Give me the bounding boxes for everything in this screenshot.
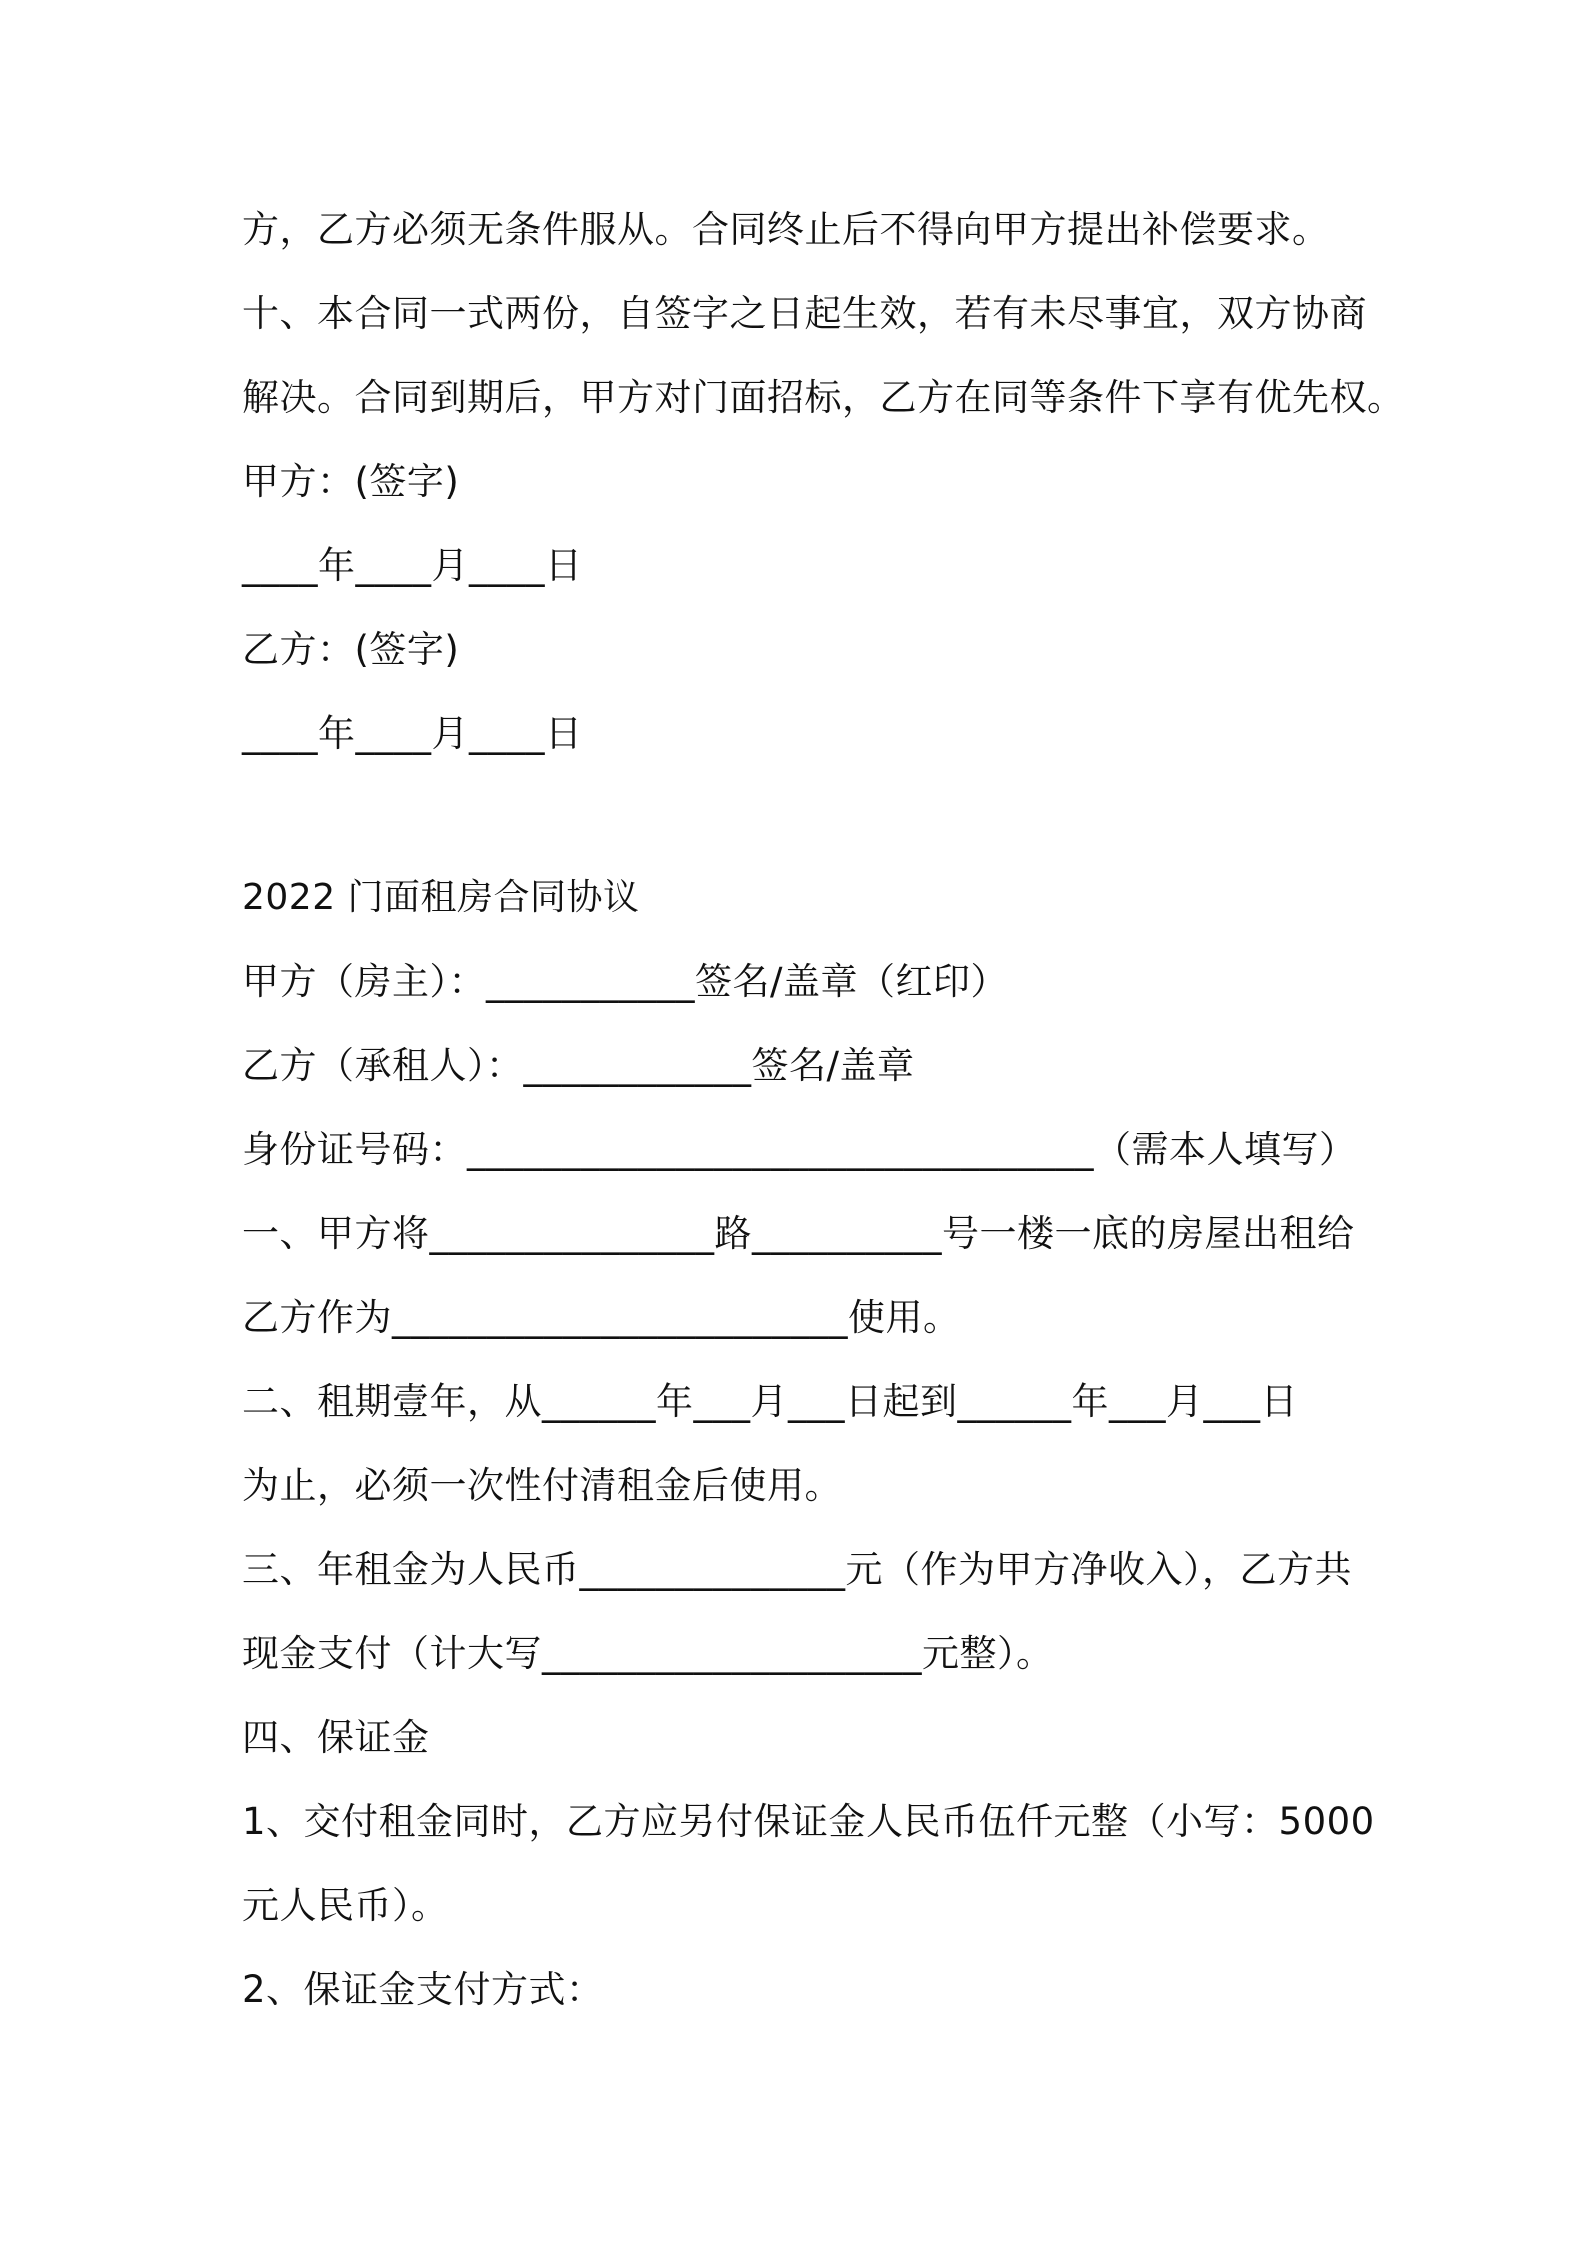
- date-line: ____年____月____日: [242, 544, 583, 587]
- clause-1-line: 一、甲方将_______________路__________号一楼一底的房屋出租给: [242, 1212, 1355, 1255]
- landlord-line: 甲方（房主）：___________签名/盖章（红印）: [242, 960, 1008, 1003]
- text-line: 十、本合同一式两份，自签字之日起生效，若有未尽事宜，双方协商: [242, 292, 1367, 335]
- clause-2-line: 二、租期壹年，从______年___月___日起到______年___月___日: [242, 1380, 1298, 1423]
- deposit-item: 1、交付租金同时，乙方应另付保证金人民币伍仟元整（小写：5000: [242, 1800, 1375, 1843]
- clause-3-line: 现金支付（计大写____________________元整）。: [242, 1632, 1054, 1675]
- signature-label-party-b: 乙方：(签字): [242, 628, 460, 671]
- date-line: ____年____月____日: [242, 712, 583, 755]
- clause-2-line: 为止，必须一次性付清租金后使用。: [242, 1464, 842, 1507]
- tenant-line: 乙方（承租人）：____________签名/盖章: [242, 1044, 915, 1087]
- signature-label-party-a: 甲方：(签字): [242, 460, 460, 503]
- clause-1-line: 乙方作为________________________使用。: [242, 1296, 961, 1339]
- id-number-line: 身份证号码：_________________________________（需本人填写）: [242, 1128, 1357, 1171]
- deposit-heading: 四、保证金: [242, 1716, 430, 1759]
- deposit-item: 2、保证金支付方式：: [242, 1968, 604, 2011]
- clause-3-line: 三、年租金为人民币______________元（作为甲方净收入），乙方共: [242, 1548, 1352, 1591]
- contract-title: 2022 门面租房合同协议: [242, 877, 640, 918]
- deposit-item: 元人民币）。: [242, 1884, 449, 1927]
- text-line: 解决。合同到期后，甲方对门面招标，乙方在同等条件下享有优先权。: [242, 376, 1405, 419]
- text-line: 方，乙方必须无条件服从。合同终止后不得向甲方提出补偿要求。: [242, 208, 1330, 251]
